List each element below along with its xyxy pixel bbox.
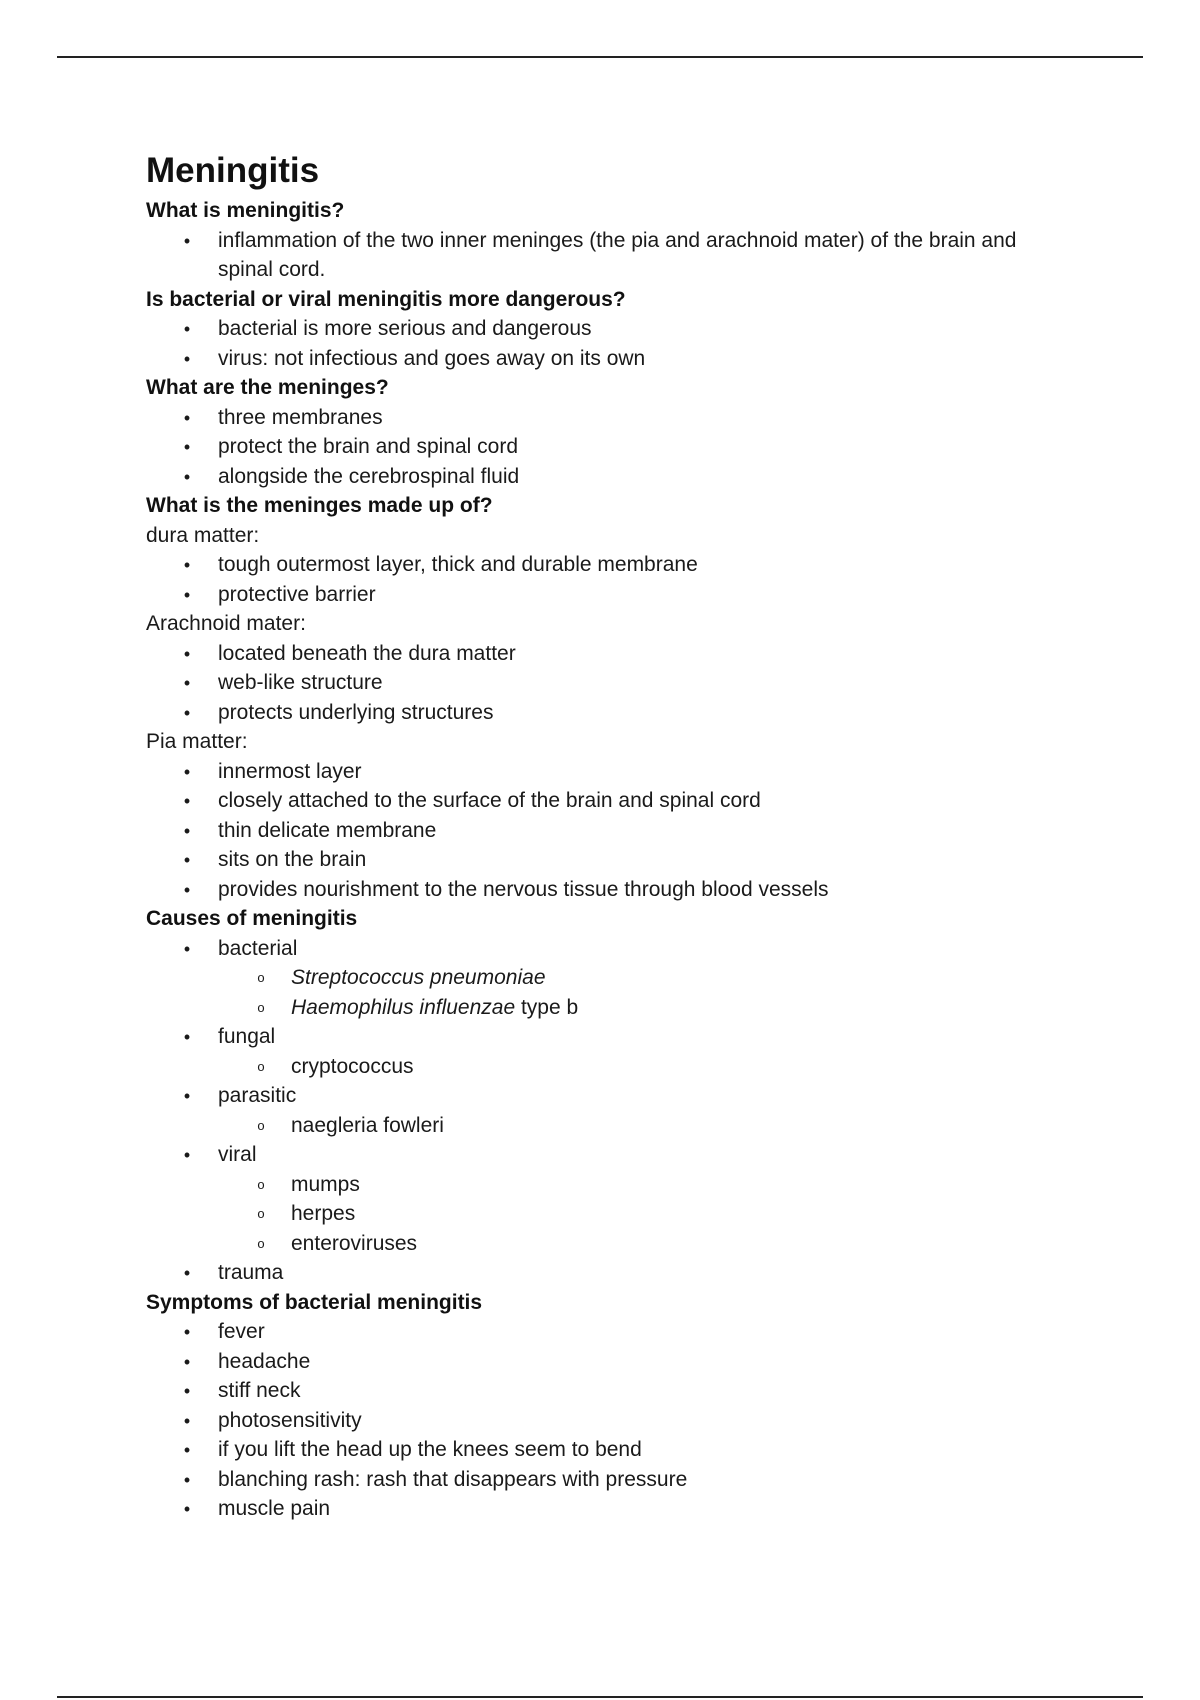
document-body (146, 146, 1046, 1524)
list-item: • muscle pain (146, 1494, 1046, 1524)
bullet-icon (182, 462, 192, 493)
bullet-icon (182, 1022, 192, 1053)
bullet-list (146, 934, 1046, 1288)
subsection-label-pia: Pia matter: (146, 730, 248, 753)
bullet-icon (182, 845, 192, 876)
list-item-bacterial: • bacterial (146, 934, 1046, 964)
sub-list-item: o enteroviruses (146, 1229, 1046, 1259)
bullet-icon (182, 580, 192, 611)
list-item-parasitic: • parasitic (146, 1081, 1046, 1111)
list-item: • fever (146, 1317, 1046, 1347)
question-heading: Is bacterial or viral meningitis more dangerous? (146, 287, 626, 311)
bullet-icon (182, 757, 192, 788)
list-item: • innermost layer (146, 757, 1046, 787)
bullet-icon (182, 668, 192, 699)
bottom-rule (57, 1696, 1143, 1698)
list-item: • headache (146, 1347, 1046, 1377)
bullet-icon (182, 1258, 192, 1289)
bullet-icon (182, 1406, 192, 1437)
list-item: • protective barrier (146, 580, 1046, 610)
circle-bullet-icon: o (257, 1176, 265, 1192)
bullet-icon (182, 344, 192, 375)
bullet-icon (182, 314, 192, 345)
bullet-icon (182, 550, 192, 581)
bullet-icon (182, 816, 192, 847)
bullet-icon (182, 786, 192, 817)
subsection-label-arachnoid: Arachnoid mater: (146, 612, 306, 635)
bullet-icon (182, 875, 192, 906)
list-item: • closely attached to the surface of the brain and spinal cord (146, 786, 1046, 816)
bullet-icon (182, 1376, 192, 1407)
bullet-icon (182, 1081, 192, 1112)
bullet-icon (182, 1317, 192, 1348)
list-item-viral: • viral (146, 1140, 1046, 1170)
sub-list-item: o Streptococcus pneumoniae (146, 963, 1046, 993)
question-heading: Causes of meningitis (146, 907, 358, 930)
bullet-list (146, 757, 1046, 905)
circle-bullet-icon: o (257, 1058, 265, 1074)
bullet-icon (182, 1435, 192, 1466)
circle-bullet-icon: o (257, 1235, 265, 1251)
sub-list-item: o Haemophilus influenzae type b (146, 993, 1046, 1023)
list-item: • inflammation of the two inner meninges (the pia and arachnoid mater) of the brain and spinal cord. (146, 226, 1046, 285)
bullet-list (146, 403, 1046, 492)
sub-list-item: o cryptococcus (146, 1052, 1046, 1082)
bullet-list (146, 226, 1046, 285)
list-item: • protects underlying structures (146, 698, 1046, 728)
question-heading: What is meningitis? (146, 199, 345, 222)
bullet-icon (182, 698, 192, 729)
question-heading: Symptoms of bacterial meningitis (146, 1290, 483, 1314)
list-item: • stiff neck (146, 1376, 1046, 1406)
list-item: • photosensitivity (146, 1406, 1046, 1436)
circle-bullet-icon: o (257, 1117, 265, 1133)
bullet-icon (182, 403, 192, 434)
list-item: • blanching rash: rash that disappears with pressure (146, 1465, 1046, 1495)
list-item: • provides nourishment to the nervous tissue through blood vessels (146, 875, 1046, 905)
list-item: • three membranes (146, 403, 1046, 433)
sub-list-item: o naegleria fowleri (146, 1111, 1046, 1141)
bullet-icon (182, 1140, 192, 1171)
circle-bullet-icon: o (257, 970, 265, 985)
list-item: • protect the brain and spinal cord (146, 432, 1046, 462)
subsection-label-dura: dura matter: (146, 523, 260, 547)
list-item: • web-like structure (146, 668, 1046, 698)
bullet-icon (182, 1494, 192, 1525)
bullet-list (146, 314, 1046, 373)
circle-bullet-icon: o (257, 1206, 265, 1221)
page-title: Meningitis (146, 151, 320, 190)
sub-list-item: o mumps (146, 1170, 1046, 1200)
top-rule (57, 56, 1143, 58)
list-item: • if you lift the head up the knees seem to bend (146, 1435, 1046, 1465)
bullet-icon (182, 432, 192, 463)
bullet-icon (182, 1347, 192, 1378)
bullet-icon (182, 934, 192, 965)
list-item: • tough outermost layer, thick and durable membrane (146, 550, 1046, 580)
bullet-list (146, 1317, 1046, 1524)
bullet-list (146, 550, 1046, 609)
list-item: • alongside the cerebrospinal fluid (146, 462, 1046, 492)
list-item: • bacterial is more serious and dangerous (146, 314, 1046, 344)
question-heading: What are the meninges? (146, 376, 389, 399)
bullet-icon (182, 1465, 192, 1496)
list-item-fungal: • fungal (146, 1022, 1046, 1052)
bullet-icon (182, 226, 192, 257)
list-item-trauma: • trauma (146, 1258, 1046, 1288)
bullet-icon (182, 639, 192, 670)
list-item: • sits on the brain (146, 845, 1046, 875)
sub-list-item: o herpes (146, 1199, 1046, 1229)
circle-bullet-icon: o (257, 999, 265, 1015)
list-item: • virus: not infectious and goes away on its own (146, 344, 1046, 374)
question-heading: What is the meninges made up of? (146, 494, 493, 517)
bullet-list (146, 639, 1046, 728)
list-item: • thin delicate membrane (146, 816, 1046, 846)
list-item: • located beneath the dura matter (146, 639, 1046, 669)
